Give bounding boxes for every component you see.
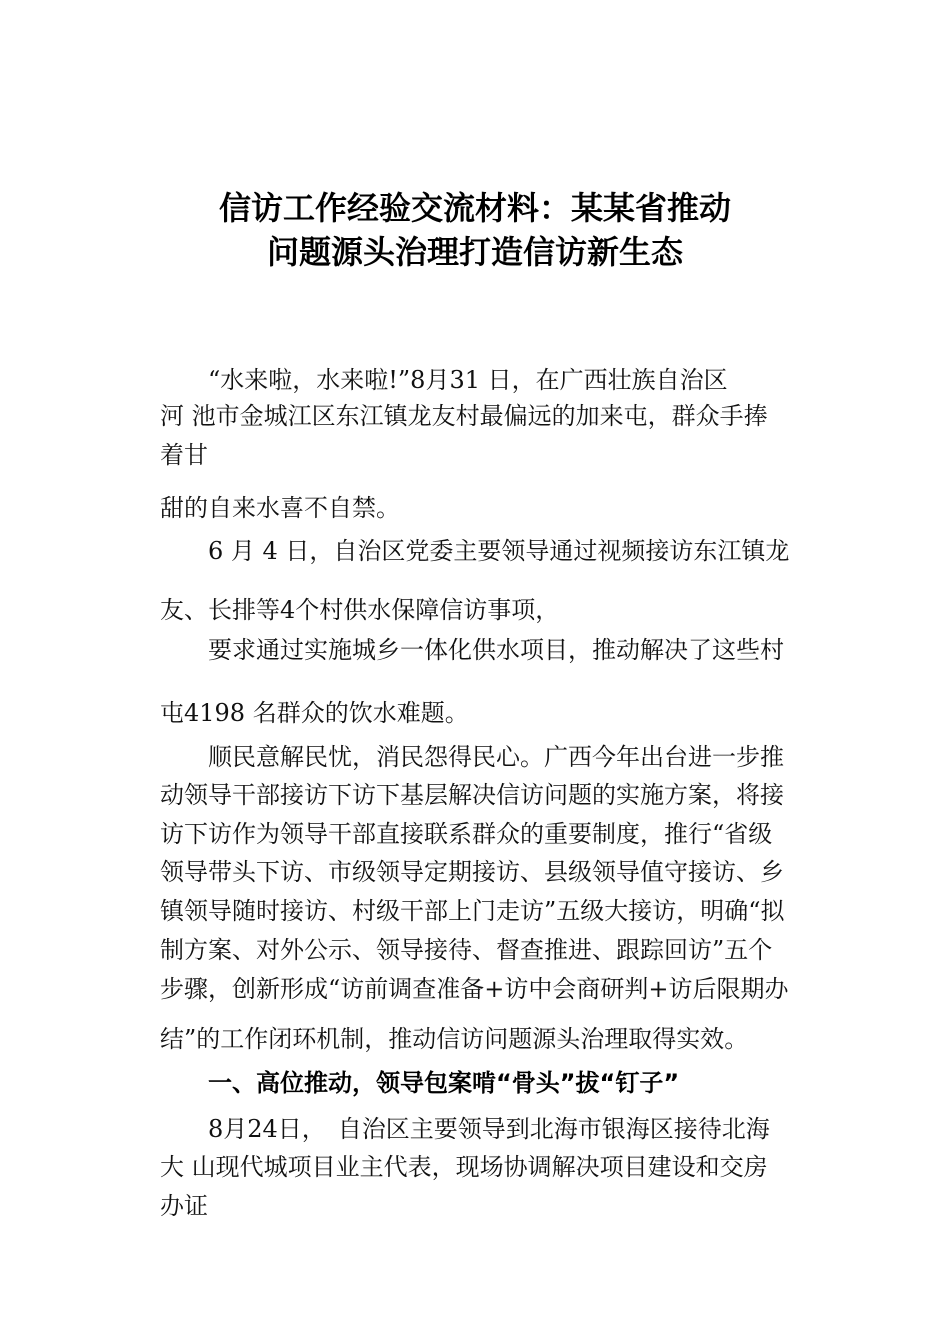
paragraph-line: 制方案、对外公示、领导接待、督查推进、跟踪回访”五个 <box>160 936 773 964</box>
paragraph-line: 8月24日， 自治区主要领导到北海市银海区接待北海 <box>208 1115 770 1143</box>
document-title-line-2: 问题源头治理打造信访新生态 <box>266 233 683 271</box>
paragraph-line: 屯4198 名群众的饮水难题。 <box>160 699 469 727</box>
paragraph-line: “水来啦，水来啦!”8月31 日，在广西壮族自治区 <box>208 366 728 394</box>
paragraph-line: 步骤，创新形成“访前调查准备+访中会商研判+访后限期办 <box>160 975 789 1003</box>
paragraph-line: 访下访作为领导干部直接联系群众的重要制度，推行“省级 <box>160 820 773 848</box>
document-title-line-1: 信访工作经验交流材料：某某省推动 <box>218 189 731 227</box>
paragraph-line: 领导带头下访、市级领导定期接访、县级领导值守接访、乡 <box>160 858 784 886</box>
paragraph-line: 友、长排等4个村供水保障信访事项， <box>160 596 560 624</box>
paragraph-line: 镇领导随时接访、村级干部上门走访”五级大接访，明确“拟 <box>160 897 785 925</box>
paragraph-line: 要求通过实施城乡一体化供水项目，推动解决了这些村 <box>208 636 784 664</box>
paragraph-line: 动领导干部接访下访下基层解决信访问题的实施方案，将接 <box>160 781 784 809</box>
section-heading: 一、高位推动，领导包案啃“骨头”拔“钉子” <box>208 1069 680 1097</box>
paragraph-line: 河 池市金城江区东江镇龙友村最偏远的加来屯，群众手捧 <box>160 402 768 430</box>
paragraph-line: 大 山现代城项目业主代表，现场协调解决项目建设和交房 <box>160 1153 768 1181</box>
paragraph-line: 办证 <box>160 1192 208 1220</box>
paragraph-line: 结”的工作闭环机制，推动信访问题源头治理取得实效。 <box>160 1025 749 1053</box>
paragraph-line: 6 月 4 日，自治区党委主要领导通过视频接访东江镇龙 <box>208 537 790 565</box>
paragraph-line: 着甘 <box>160 441 208 469</box>
paragraph-line: 顺民意解民忧，消民怨得民心。广西今年出台进一步推 <box>208 743 784 771</box>
paragraph-line: 甜的自来水喜不自禁。 <box>160 494 400 522</box>
